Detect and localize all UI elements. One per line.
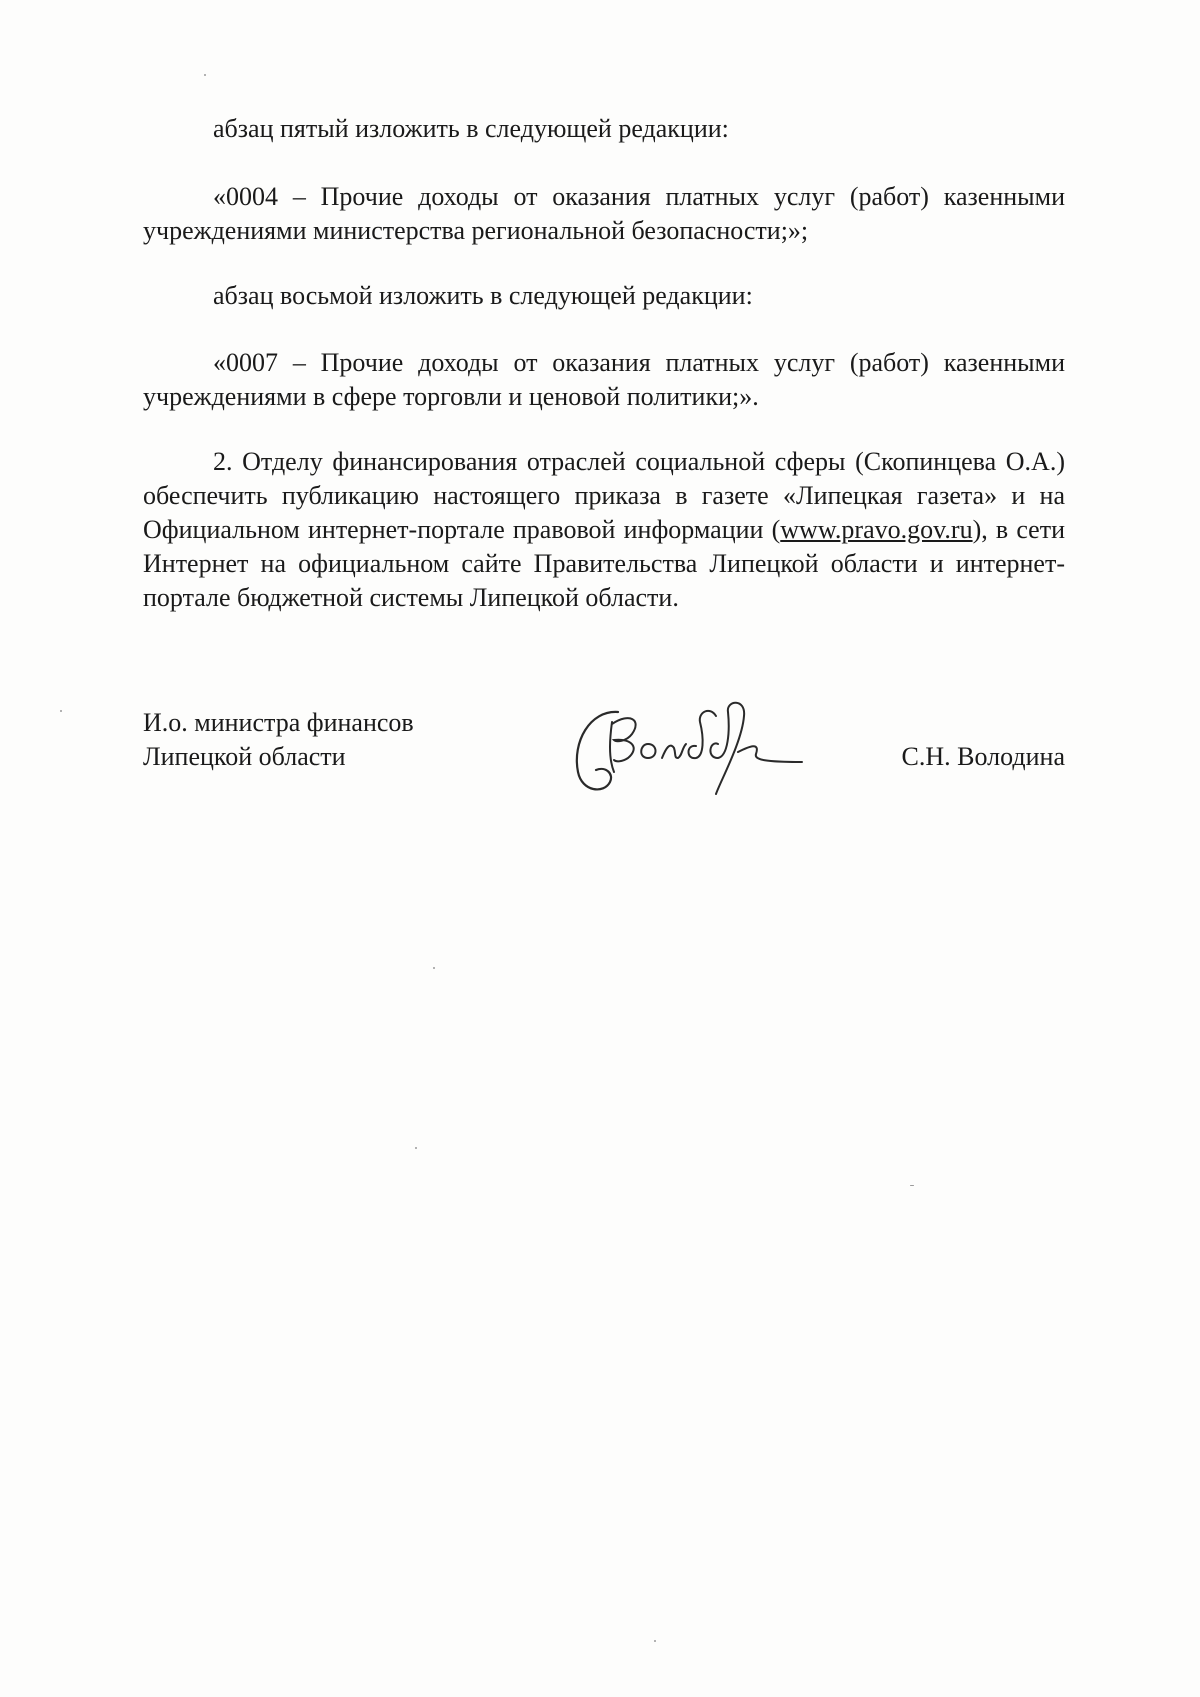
signatory-name: С.Н. Володина <box>901 742 1065 771</box>
scan-speck <box>60 710 62 712</box>
scan-speck <box>433 967 435 969</box>
scan-speck <box>415 1147 417 1149</box>
signatory-title-line-2: Липецкой области <box>143 742 346 771</box>
signatory-title <box>143 706 414 774</box>
signatory-title-line-1: И.о. министра финансов <box>143 708 414 737</box>
scan-speck <box>654 1640 656 1642</box>
paragraph-amend-fifth: абзац пятый изложить в следующей редакции: <box>213 114 729 143</box>
handwritten-signature <box>570 682 810 802</box>
paragraph-code-0007: «0007 – Прочие доходы от оказания платных услуг (работ) казенными учреждениями в сфере торговли и ценовой политики;». <box>143 348 1065 411</box>
paragraph-publication-order <box>143 445 1065 615</box>
publication-text-start: 2. Отделу финансирования отраслей социальной сферы (Скопинцева О.А.) обеспечить публикацию настоящего приказа в газете «Липецкая газета» и на Официальном интернет-портале правовой информации ( <box>143 447 1065 544</box>
scan-speck <box>204 74 206 76</box>
paragraph-amend-eighth: абзац восьмой изложить в следующей редакции: <box>213 281 753 310</box>
paragraph-code-0004: «0004 – Прочие доходы от оказания платных услуг (работ) казенными учреждениями министерства региональной безопасности;»; <box>143 182 1065 245</box>
publication-text-end: ), в сети Интернет на официальном сайте Правительства Липецкой области и интернет-портале бюджетной системы Липецкой области. <box>143 515 1065 612</box>
pravo-gov-link[interactable]: www.pravo.gov.ru <box>780 515 973 544</box>
scan-speck <box>910 1185 914 1186</box>
